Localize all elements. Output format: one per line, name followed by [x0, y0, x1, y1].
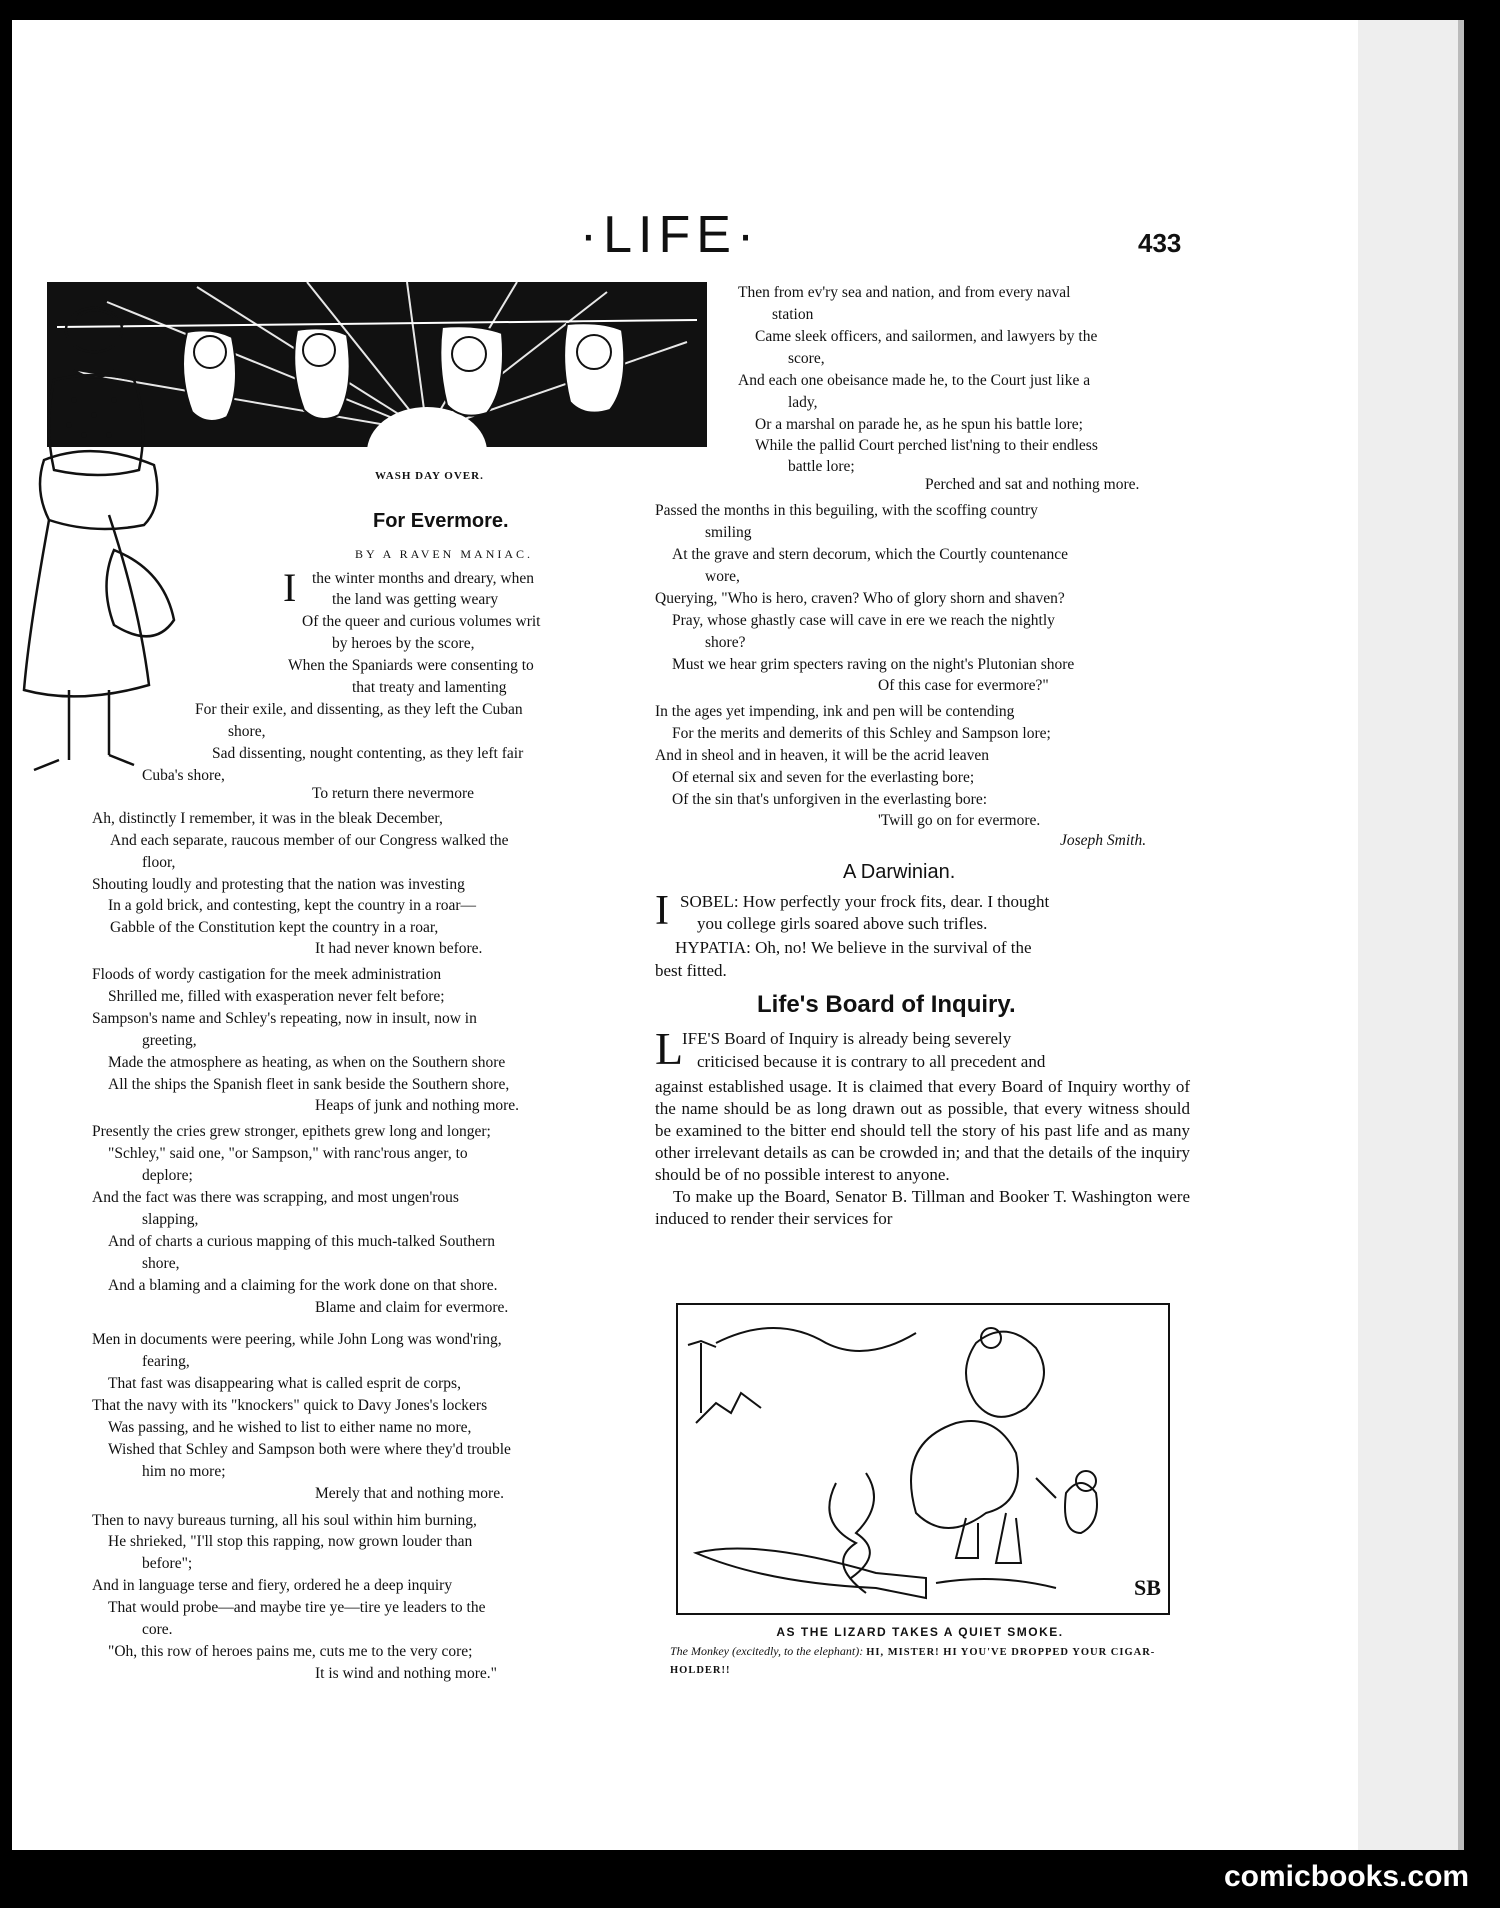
- darwinian-line: you college girls soared above such trifles.: [697, 914, 988, 933]
- board-line: criticised because it is contrary to all precedent and: [697, 1052, 1046, 1071]
- poem-line: Shrilled me, filled with exasperation never felt before;: [108, 988, 445, 1005]
- washerwoman-illustration: [14, 300, 184, 800]
- board-paragraph-text: To make up the Board, Senator B. Tillman and Booker T. Washington were induced to render their services for: [655, 1187, 1190, 1228]
- poem-line: Querying, "Who is hero, craven? Who of glory shorn and shaven?: [655, 590, 1065, 607]
- poem-line: That the navy with its "knockers" quick to Davy Jones's lockers: [92, 1397, 488, 1414]
- darwinian-line: SOBEL: How perfectly your frock fits, dear. I thought: [680, 892, 1050, 911]
- poem-line: him no more;: [142, 1463, 226, 1480]
- poem-signature: Joseph Smith.: [1060, 832, 1147, 849]
- poem-title: For Evermore.: [373, 510, 509, 532]
- cartoon-speech: HI, MISTER! HI YOU'VE DROPPED YOUR CIGAR-HOLDER!!: [670, 1647, 1156, 1676]
- poem-line: In the ages yet impending, ink and pen will be contending: [655, 703, 1015, 720]
- poem-line: core.: [142, 1621, 173, 1638]
- poem-line: Of eternal six and seven for the everlasting bore;: [672, 769, 975, 786]
- poem-line: He shrieked, "I'll stop this rapping, now grown louder than: [108, 1533, 473, 1550]
- banner-caption: WASH DAY OVER.: [375, 470, 484, 482]
- poem-line: In a gold brick, and contesting, kept the country in a roar—: [108, 897, 477, 914]
- poem-line: It had never known before.: [315, 940, 483, 957]
- poem-line: shore,: [142, 1255, 180, 1272]
- poem-byline: BY A RAVEN MANIAC.: [355, 547, 534, 561]
- poem-line: Then from ev'ry sea and nation, and from every naval: [738, 284, 1071, 301]
- cartoon-monogram: SB: [1134, 1575, 1161, 1600]
- page-edge-strip: [1358, 20, 1458, 1850]
- darwinian-line: HYPATIA: Oh, no! We believe in the survival of the: [675, 938, 1032, 957]
- poem-line: Blame and claim for evermore.: [315, 1299, 509, 1316]
- poem-line: before";: [142, 1555, 193, 1572]
- cartoon-caption: AS THE LIZARD TAKES A QUIET SMOKE.: [776, 1625, 1064, 1639]
- poem-line: smiling: [705, 524, 752, 541]
- poem-line: And in language terse and fiery, ordered he a deep inquiry: [92, 1577, 453, 1594]
- poem-line: All the ships the Spanish fleet in sank beside the Southern shore,: [108, 1076, 510, 1093]
- poem-line: Of the queer and curious volumes writ: [302, 613, 541, 630]
- poem-line: Ah, distinctly I remember, it was in the bleak December,: [92, 810, 443, 827]
- poem-line: That fast was disappearing what is called esprit de corps,: [108, 1375, 461, 1392]
- poem-line: Then to navy bureaus turning, all his soul within him burning,: [92, 1512, 477, 1529]
- poem-line: Perched and sat and nothing more.: [925, 476, 1140, 493]
- poem-line: And the fact was there was scrapping, and most ungen'rous: [92, 1189, 459, 1206]
- cartoon-dialogue: [670, 1643, 1180, 1679]
- board-line: IFE'S Board of Inquiry is already being severely: [682, 1029, 1012, 1048]
- board-dropcap: L: [655, 1023, 684, 1074]
- poem-line: deplore;: [142, 1167, 193, 1184]
- poem-line: At the grave and stern decorum, which the Courtly countenance: [672, 546, 1068, 563]
- poem-line: Wished that Schley and Sampson both were where they'd trouble: [108, 1441, 511, 1458]
- poem-line: Pray, whose ghastly case will cave in ere we reach the nightly: [672, 612, 1055, 629]
- board-title: Life's Board of Inquiry.: [757, 991, 1016, 1018]
- poem-line: Sampson's name and Schley's repeating, now in insult, now in: [92, 1010, 477, 1027]
- darwinian-title: A Darwinian.: [843, 861, 956, 883]
- poem-line: Of this case for evermore?": [878, 677, 1049, 694]
- page-edge-shadow: [1458, 20, 1464, 1850]
- poem-line: station: [772, 306, 814, 323]
- poem-line: Sad dissenting, nought contenting, as they left fair: [212, 745, 524, 762]
- watermark-text: comicbooks.com: [1224, 1860, 1470, 1893]
- poem-line: Of the sin that's unforgiven in the everlasting bore:: [672, 791, 988, 808]
- poem-line: the land was getting weary: [332, 591, 499, 608]
- poem-line: greeting,: [142, 1032, 197, 1049]
- poem-line: And of charts a curious mapping of this much-talked Southern: [108, 1233, 495, 1250]
- poem-line: shore?: [705, 634, 746, 651]
- page-number: 433: [1138, 228, 1182, 258]
- poem-line: While the pallid Court perched list'ning to their endless: [755, 437, 1098, 454]
- poem-line: shore,: [228, 723, 266, 740]
- poem-line: Floods of wordy castigation for the meek administration: [92, 966, 442, 983]
- poem-line: Gabble of the Constitution kept the country in a roar,: [110, 919, 439, 936]
- poem-line: To return there nevermore: [312, 785, 475, 802]
- poem-line: slapping,: [142, 1211, 199, 1228]
- poem-line: Was passing, and he wished to list to either name no more,: [108, 1419, 472, 1436]
- poem-line: Came sleek officers, and sailormen, and lawyers by the: [755, 328, 1098, 345]
- lizard-cartoon-illustration: [676, 1303, 1170, 1615]
- poem-line: floor,: [142, 854, 176, 871]
- poem-line: And each one obeisance made he, to the Court just like a: [738, 372, 1091, 389]
- poem-line: It is wind and nothing more.": [315, 1665, 497, 1682]
- poem-line: Or a marshal on parade he, as he spun his battle lore;: [755, 416, 1083, 433]
- poem-line: Presently the cries grew stronger, epithets grew long and longer;: [92, 1123, 491, 1140]
- poem-line: When the Spaniards were consenting to: [288, 657, 534, 674]
- poem-dropcap: I: [283, 565, 297, 610]
- poem-line: "Oh, this row of heroes pains me, cuts me to the very core;: [108, 1643, 473, 1660]
- poem-line: Passed the months in this beguiling, with the scoffing country: [655, 502, 1038, 519]
- poem-line: Merely that and nothing more.: [315, 1485, 504, 1502]
- poem-line: Cuba's shore,: [142, 767, 225, 784]
- poem-line: And a blaming and a claiming for the work done on that shore.: [108, 1277, 498, 1294]
- poem-line: battle lore;: [788, 458, 855, 475]
- board-paragraph: [655, 1076, 1190, 1230]
- poem-line: the winter months and dreary, when: [312, 570, 534, 587]
- cartoon-speaker: The Monkey (excitedly, to the elephant):: [670, 1644, 864, 1658]
- poem-line: score,: [788, 350, 825, 367]
- poem-line: For the merits and demerits of this Schley and Sampson lore;: [672, 725, 1051, 742]
- poem-line: Men in documents were peering, while John Long was wond'ring,: [92, 1331, 502, 1348]
- poem-line: lady,: [788, 394, 818, 411]
- poem-line: fearing,: [142, 1353, 190, 1370]
- darwinian-dropcap: I: [655, 888, 669, 934]
- poem-line: that treaty and lamenting: [352, 679, 507, 696]
- poem-line: Shouting loudly and protesting that the nation was investing: [92, 876, 465, 893]
- poem-line: And in sheol and in heaven, it will be the acrid leaven: [655, 747, 990, 764]
- poem-line: Made the atmosphere as heating, as when on the Southern shore: [108, 1054, 506, 1071]
- board-paragraph-text: against established usage. It is claimed that every Board of Inquiry worthy of the name should be as long drawn out as possible, that every witness should be examined to the bitter end should tell the story of his past life and as many other irrelevant details as can be crowded in; and that the details of the inquiry should be of no possible interest to anyone.: [655, 1077, 1190, 1184]
- masthead-title: ·LIFE·: [579, 206, 761, 264]
- poem-line: That would probe—and maybe tire ye—tire ye leaders to the: [108, 1599, 486, 1616]
- darwinian-line: best fitted.: [655, 961, 727, 980]
- poem-line: And each separate, raucous member of our Congress walked the: [110, 832, 509, 849]
- poem-line: Heaps of junk and nothing more.: [315, 1097, 520, 1114]
- poem-line: For their exile, and dissenting, as they left the Cuban: [195, 701, 523, 718]
- poem-line: by heroes by the score,: [332, 635, 475, 652]
- poem-line: 'Twill go on for evermore.: [878, 812, 1041, 829]
- poem-line: wore,: [705, 568, 740, 585]
- poem-line: Must we hear grim specters raving on the night's Plutonian shore: [672, 656, 1075, 673]
- poem-line: "Schley," said one, "or Sampson," with ranc'rous anger, to: [108, 1145, 468, 1162]
